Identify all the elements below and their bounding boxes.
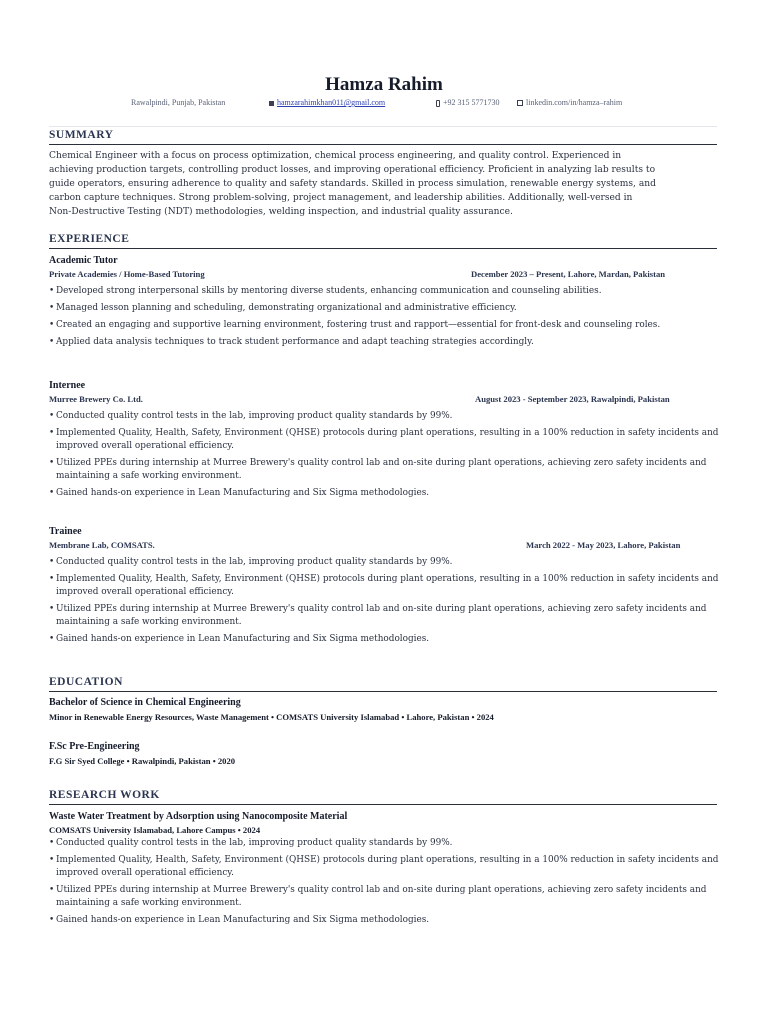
job-bullets	[49, 556, 719, 646]
research-org: COMSATS University Islamabad, Lahore Campus • 2024	[49, 825, 261, 835]
bullet-item: • Utilized PPEs during internship at Murree Brewery's quality control lab and on-site during plant operations, achieving zero safety incidents and maintaining a safe working environment.	[49, 884, 719, 910]
job-org: Murree Brewery Co. Ltd.	[49, 394, 143, 404]
degree-details: F.G Sir Syed College • Rawalpindi, Pakistan • 2020	[49, 756, 236, 766]
bullet-item: • Managed lesson planning and scheduling, demonstrating organizational and administrative efficiency.	[49, 302, 719, 315]
job-role: Trainee	[49, 526, 82, 537]
candidate-name: Hamza Rahim	[325, 74, 443, 95]
job-date: December 2023 – Present, Lahore, Mardan, Pakistan	[471, 269, 666, 279]
summary-section	[49, 129, 717, 219]
job-meta	[49, 394, 719, 408]
phone-icon	[436, 100, 440, 107]
summary-line: carbon capture techniques. Strong problem-solving, project management, and leadership abilities. Additionally, well-versed in	[49, 193, 633, 203]
email-icon	[269, 101, 274, 106]
header-divider	[49, 126, 717, 127]
bullet-item: • Implemented Quality, Health, Safety, Environment (QHSE) protocols during plant operations, resulting in a 100% reduction in safety incidents and improved overall operational efficiency.	[49, 854, 719, 880]
phone-number: +92 315 5771730	[443, 98, 500, 107]
job-date: March 2022 - May 2023, Lahore, Pakistan	[526, 540, 681, 550]
degree-details: Minor in Renewable Energy Resources, Waste Management • COMSATS University Islamabad • Lahore, Pakistan • 2024	[49, 712, 494, 722]
job-entry	[49, 526, 719, 650]
experience-section	[49, 233, 717, 249]
summary-text	[49, 149, 717, 219]
job-role: Academic Tutor	[49, 255, 118, 266]
job-org: Private Academies / Home-Based Tutoring	[49, 269, 205, 279]
bullet-item: • Gained hands-on experience in Lean Manufacturing and Six Sigma methodologies.	[49, 633, 719, 646]
summary-line: Chemical Engineer with a focus on process optimization, chemical process engineering, and quality control. Experienced in	[49, 151, 622, 161]
section-title: SUMMARY	[49, 129, 717, 145]
job-role: Internee	[49, 380, 86, 391]
summary-line: achieving production targets, controlling product losses, and improving operational efficiency. Proficient in analyzing lab results to	[49, 165, 656, 175]
section-title: RESEARCH WORK	[49, 789, 717, 805]
bullet-item: • Utilized PPEs during internship at Murree Brewery's quality control lab and on-site during plant operations, achieving zero safety incidents and maintaining a safe working environment.	[49, 603, 719, 629]
bullet-item: • Created an engaging and supportive learning environment, fostering trust and rapport—essential for front-desk and counseling roles.	[49, 319, 719, 332]
linkedin-item[interactable]	[517, 98, 622, 107]
email-link[interactable]: hamzarahimkhan011@gmail.com	[277, 98, 386, 107]
bullet-item: • Conducted quality control tests in the lab, improving product quality standards by 99%.	[49, 556, 719, 569]
phone-item	[436, 98, 500, 107]
bullet-item: • Implemented Quality, Health, Safety, Environment (QHSE) protocols during plant operations, resulting in a 100% reduction in safety incidents and improved overall operational efficiency.	[49, 427, 719, 453]
job-date: August 2023 - September 2023, Rawalpindi, Pakistan	[475, 394, 670, 404]
education-entry	[49, 697, 719, 722]
bullet-item: • Developed strong interpersonal skills by mentoring diverse students, enhancing communication and counseling abilities.	[49, 285, 719, 298]
bullet-item: • Applied data analysis techniques to track student performance and adapt teaching strategies accordingly.	[49, 336, 719, 349]
research-section	[49, 789, 717, 805]
section-title: EDUCATION	[49, 676, 717, 692]
job-bullets	[49, 285, 719, 349]
research-project: Waste Water Treatment by Adsorption using Nanocomposite Material	[49, 811, 348, 822]
research-entry	[49, 811, 719, 931]
job-meta	[49, 269, 719, 283]
contact-bar	[0, 98, 768, 112]
job-entry	[49, 380, 719, 504]
education-entry	[49, 741, 719, 766]
job-org: Membrane Lab, COMSATS.	[49, 540, 155, 550]
location: Rawalpindi, Punjab, Pakistan	[131, 98, 226, 107]
degree-title: F.Sc Pre-Engineering	[49, 741, 140, 752]
bullet-item: • Utilized PPEs during internship at Murree Brewery's quality control lab and on-site during plant operations, achieving zero safety incidents and maintaining a safe working environment.	[49, 457, 719, 483]
linkedin-link[interactable]: linkedin.com/in/hamza–rahim	[526, 98, 623, 107]
bullet-item: • Conducted quality control tests in the lab, improving product quality standards by 99%.	[49, 410, 719, 423]
bullet-item: • Conducted quality control tests in the lab, improving product quality standards by 99%.	[49, 837, 719, 850]
research-bullets	[49, 837, 719, 927]
bullet-item: • Gained hands-on experience in Lean Manufacturing and Six Sigma methodologies.	[49, 914, 719, 927]
job-bullets	[49, 410, 719, 500]
degree-title: Bachelor of Science in Chemical Engineering	[49, 697, 241, 708]
email-item[interactable]	[269, 98, 385, 107]
summary-line: Non-Destructive Testing (NDT) methodologies, welding inspection, and industrial quality assurance.	[49, 207, 513, 217]
bullet-item: • Implemented Quality, Health, Safety, Environment (QHSE) protocols during plant operations, resulting in a 100% reduction in safety incidents and improved overall operational efficiency.	[49, 573, 719, 599]
linkedin-icon	[517, 100, 523, 106]
job-meta	[49, 540, 719, 554]
section-title: EXPERIENCE	[49, 233, 717, 249]
bullet-item: • Gained hands-on experience in Lean Manufacturing and Six Sigma methodologies.	[49, 487, 719, 500]
job-entry	[49, 255, 719, 353]
education-section	[49, 676, 717, 692]
summary-line: guide operators, ensuring adherence to quality and safety standards. Skilled in process simulation, renewable energy systems, and	[49, 179, 656, 189]
